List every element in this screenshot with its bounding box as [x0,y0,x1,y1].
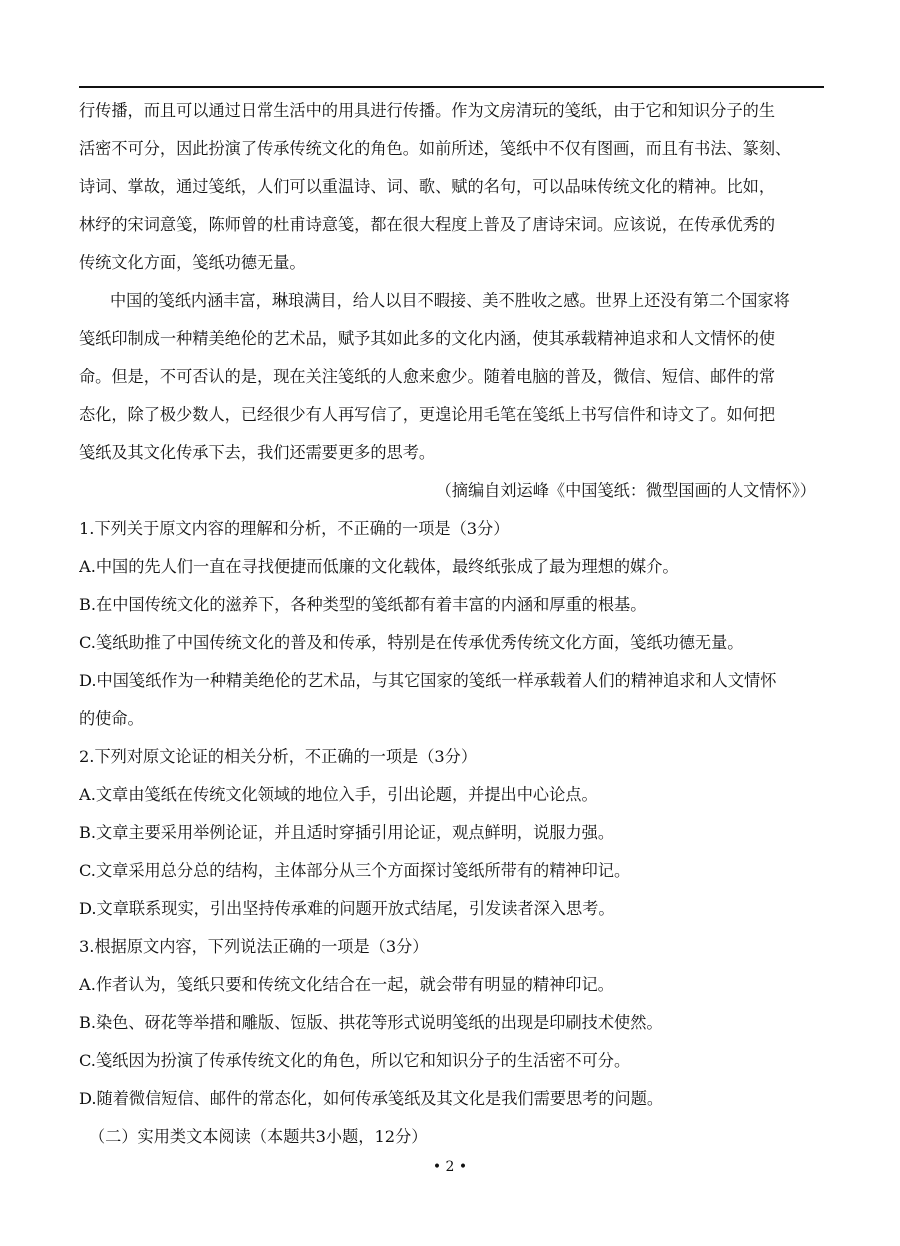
option-b: B.在中国传统文化的滋养下，各种类型的笺纸都有着丰富的内涵和厚重的根基。 [79,595,647,614]
page-number: • 2 • [432,1159,468,1175]
question-2 [79,738,824,928]
passage-line: 命。但是，不可否认的是，现在关注笺纸的人愈来愈少。随着电脑的普及，微信、短信、邮件的常 [79,367,776,386]
passage-line: 传统文化方面，笺纸功德无量。 [79,253,306,272]
passage-line: 笺纸印制成一种精美绝伦的艺术品，赋予其如此多的文化内涵，使其承载精神追求和人文情怀的使 [79,329,776,348]
option-d-continued: 的使命。 [79,709,144,728]
passage-source: （摘编自刘运峰《中国笺纸：微型国画的人文情怀》） [435,481,816,500]
section-heading: （二）实用类文本阅读（本题共3小题，12分） [89,1127,428,1146]
passage-line: 活密不可分，因此扮演了传承传统文化的角色。如前所述，笺纸中不仅有图画，而且有书法、篆刻、 [79,139,792,158]
passage-line: 中国的笺纸内涵丰富，琳琅满目，给人以目不暇接、美不胜收之感。世界上还没有第二个国家将 [110,291,790,310]
page-content [79,92,824,1156]
passage-line: 笺纸及其文化传承下去，我们还需要更多的思考。 [79,443,436,462]
option-b: B.染色、砑花等举措和雕版、饾版、拱花等形式说明笺纸的出现是印刷技术使然。 [79,1013,663,1032]
option-d: D.随着微信短信、邮件的常态化，如何传承笺纸及其文化是我们需要思考的问题。 [79,1089,664,1108]
option-c: C.笺纸助推了中国传统文化的普及和传承，特别是在传承优秀传统文化方面，笺纸功德无量。 [79,633,744,652]
passage-line: 诗词、掌故，通过笺纸，人们可以重温诗、词、歌、赋的名句，可以品味传统文化的精神。比如， [79,177,776,196]
question-3 [79,928,824,1118]
passage [79,92,824,510]
option-a: A.文章由笺纸在传统文化领域的地位入手，引出论题，并提出中心论点。 [79,785,598,804]
option-b: B.文章主要采用举例论证，并且适时穿插引用论证，观点鲜明，说服力强。 [79,823,615,842]
option-c: C.笺纸因为扮演了传承传统文化的角色，所以它和知识分子的生活密不可分。 [79,1051,631,1070]
top-rule [79,86,824,88]
question-stem: 2.下列对原文论证的相关分析，不正确的一项是（3分） [79,747,478,766]
option-d: D.文章联系现实，引出坚持传承难的问题开放式结尾，引发读者深入思考。 [79,899,615,918]
question-stem: 1.下列关于原文内容的理解和分析，不正确的一项是（3分） [79,519,510,538]
option-a: A.中国的先人们一直在寻找便捷而低廉的文化载体，最终纸张成了最为理想的媒介。 [79,557,679,576]
question-stem: 3.根据原文内容，下列说法正确的一项是（3分） [79,937,429,956]
passage-line: 林纾的宋词意笺，陈师曾的杜甫诗意笺，都在很大程度上普及了唐诗宋词。应该说，在传承优秀的 [79,215,776,234]
option-d: D.中国笺纸作为一种精美绝伦的艺术品，与其它国家的笺纸一样承载着人们的精神追求和人文情怀 [79,671,777,690]
option-c: C.文章采用总分总的结构，主体部分从三个方面探讨笺纸所带有的精神印记。 [79,861,631,880]
passage-line: 行传播，而且可以通过日常生活中的用具进行传播。作为文房清玩的笺纸，由于它和知识分子的生 [79,101,776,120]
passage-line: 态化，除了极少数人，已经很少有人再写信了，更遑论用毛笔在笺纸上书写信件和诗文了。如何把 [79,405,776,424]
option-a: A.作者认为，笺纸只要和传统文化结合在一起，就会带有明显的精神印记。 [79,975,614,994]
question-1 [79,510,824,738]
